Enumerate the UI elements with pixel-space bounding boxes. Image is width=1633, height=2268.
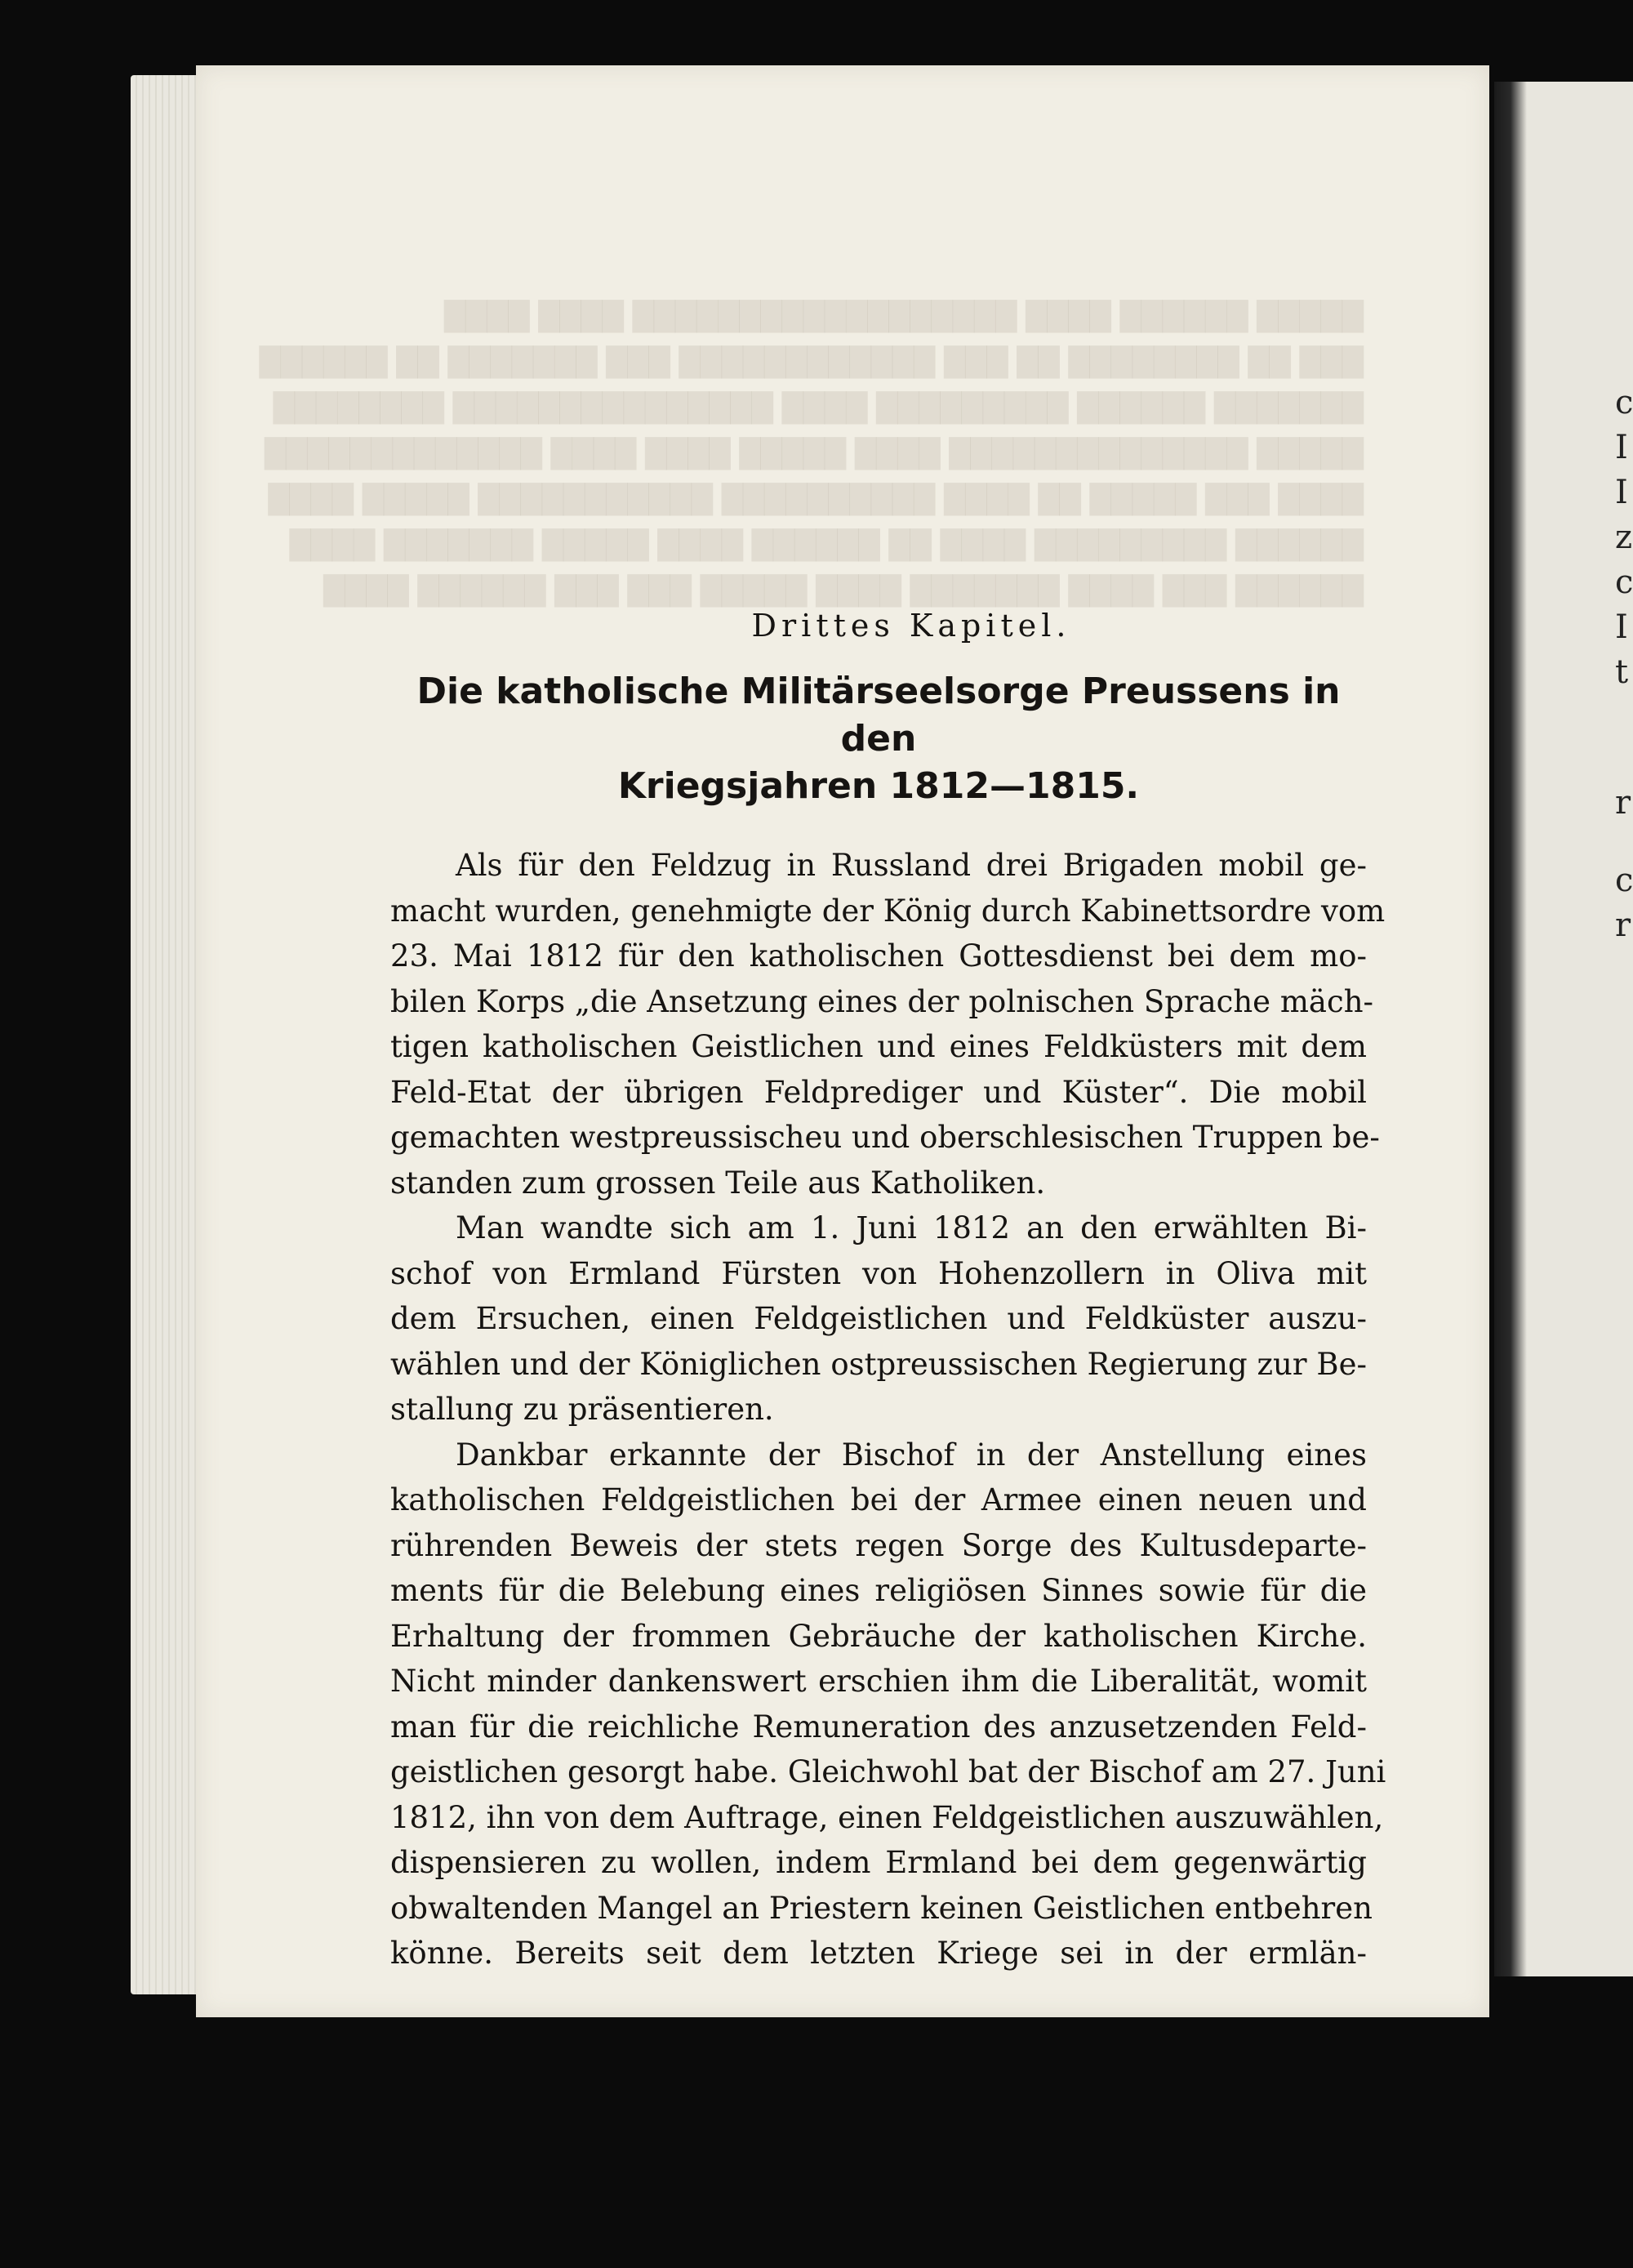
text-line: obwaltenden Mangel an Priestern keinen Geistlichen entbehren — [390, 1890, 1373, 1926]
chapter-title-line: Kriegsjahren 1812—1815. — [617, 765, 1140, 807]
text-line: dispensieren zu wollen, indem Ermland bei dem gegenwärtig — [390, 1845, 1367, 1880]
text-line: standen zum grossen Teile aus Katholiken. — [390, 1165, 1046, 1201]
text-line: Erhaltung der frommen Gebräuche der katholischen Kirche. — [390, 1618, 1367, 1654]
text-line: katholischen Feldgeistlichen bei der Armee einen neuen und — [390, 1482, 1367, 1517]
text-line: bilen Korps „die Ansetzung eines der polnischen Sprache mäch- — [390, 983, 1374, 1019]
text-line: dem Ersuchen, einen Feldgeistlichen und Feldküster auszu- — [390, 1301, 1367, 1336]
paragraph — [390, 843, 1386, 1205]
text-line: tigen katholischen Geistlichen und eines Feldküsters mit dem — [390, 1029, 1367, 1064]
text-line: Als für den Feldzug in Russland drei Brigaden mobil ge- — [456, 848, 1367, 883]
text-line: macht wurden, genehmigte der König durch Kabinettsordre vom — [390, 893, 1386, 929]
chapter-label: Drittes Kapitel. — [751, 608, 1071, 644]
text-line: stallung zu präsentieren. — [390, 1392, 774, 1427]
paragraph — [390, 1433, 1386, 1976]
chapter-title-line: Die katholische Militärseelsorge Preussens in den — [416, 671, 1341, 760]
text-line: Nicht minder dankenswert erschien ihm die Liberalität, womit — [390, 1664, 1367, 1699]
text-line: 1812, ihn von dem Auftrage, einen Feldgeistlichen auszuwählen, — [390, 1799, 1384, 1835]
text-line: Dankbar erkannte der Bischof in der Anstellung eines — [456, 1437, 1367, 1473]
text-line: ments für die Belebung eines religiösen Sinnes sowie für die — [390, 1573, 1367, 1608]
text-line: wählen und der Königlichen ostpreussischen Regierung zur Be- — [390, 1346, 1367, 1382]
text-line: geistlichen gesorgt habe. Gleichwohl bat der Bischof am 27. Juni — [390, 1754, 1386, 1789]
text-line: schof von Ermland Fürsten von Hohenzollern in Oliva mit — [390, 1255, 1367, 1291]
page-content — [390, 608, 1386, 1976]
chapter-title — [390, 668, 1367, 810]
text-line: man für die reichliche Remuneration des anzusetzenden Feld- — [390, 1709, 1367, 1744]
text-line: gemachten westpreussischeu und oberschlesischen Truppen be- — [390, 1120, 1380, 1155]
text-line: Man wandte sich am 1. Juni 1812 an den erwählten Bi- — [456, 1210, 1367, 1245]
text-line: 23. Mai 1812 für den katholischen Gottesdienst bei dem mo- — [390, 938, 1367, 974]
text-line: Feld-Etat der übrigen Feldprediger und Küster“. Die mobil — [390, 1074, 1367, 1110]
text-line: rührenden Beweis der stets regen Sorge des Kultusdeparte- — [390, 1527, 1367, 1563]
adjacent-page-strip: c I I z c I t r c r — [1494, 82, 1633, 1976]
text-line: könne. Bereits seit dem letzten Kriege sei in der ermlän- — [390, 1936, 1367, 1971]
paragraph — [390, 1205, 1367, 1433]
